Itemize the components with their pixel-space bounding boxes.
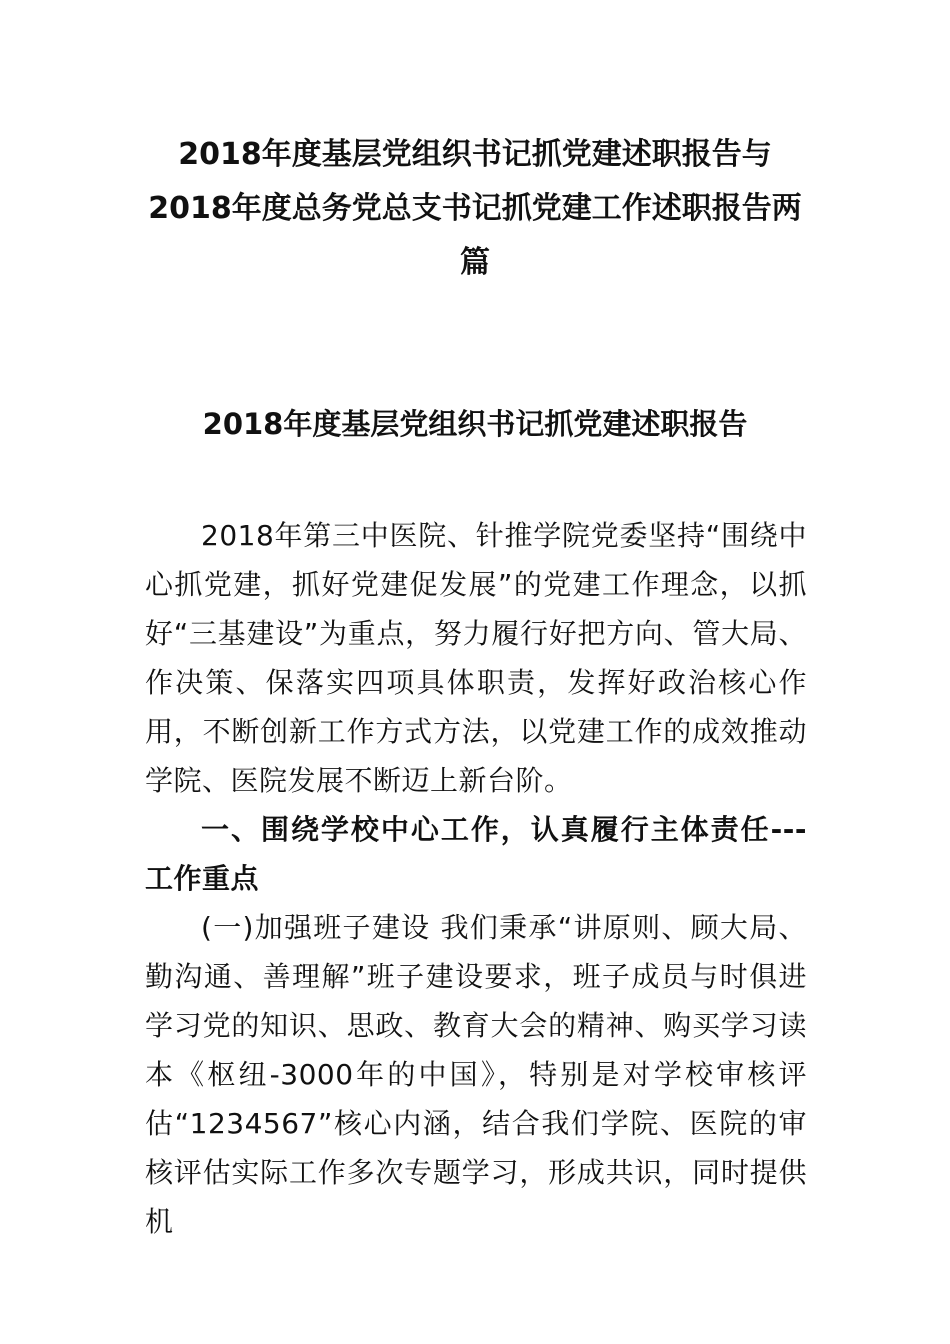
document-body [145, 511, 807, 1246]
document-title-line-2: 2018年度总务党总支书记抓党建工作述职报告两 [148, 191, 802, 226]
document-title-line-1: 2018年度基层党组织书记抓党建述职报告与 [178, 137, 772, 172]
document-title [120, 128, 830, 290]
subsection-paragraph-1: (一)加强班子建设 我们秉承“讲原则、顾大局、勤沟通、善理解”班子建设要求，班子成员与时俱进学习党的知识、思政、教育大会的精神、购买学习读本《枢纽-3000年的中国》，特别是对学校审核评估“1234567”核心内涵，结合我们学院、医院的审核评估实际工作多次专题学习，形成共识，同时提供机 [145, 911, 807, 1238]
section-heading-1: 一、围绕学校中心工作，认真履行主体责任---工作重点 [145, 813, 807, 895]
document-title-line-3: 篇 [460, 245, 490, 280]
section-title: 2018年度基层党组织书记抓党建述职报告 [202, 407, 748, 441]
intro-paragraph: 2018年第三中医院、针推学院党委坚持“围绕中心抓党建，抓好党建促发展”的党建工作理念，以抓好“三基建设”为重点，努力履行好把方向、管大局、作决策、保落实四项具体职责，发挥好政治核心作用，不断创新工作方式方法，以党建工作的成效推动学院、医院发展不断迈上新台阶。 [145, 519, 807, 797]
